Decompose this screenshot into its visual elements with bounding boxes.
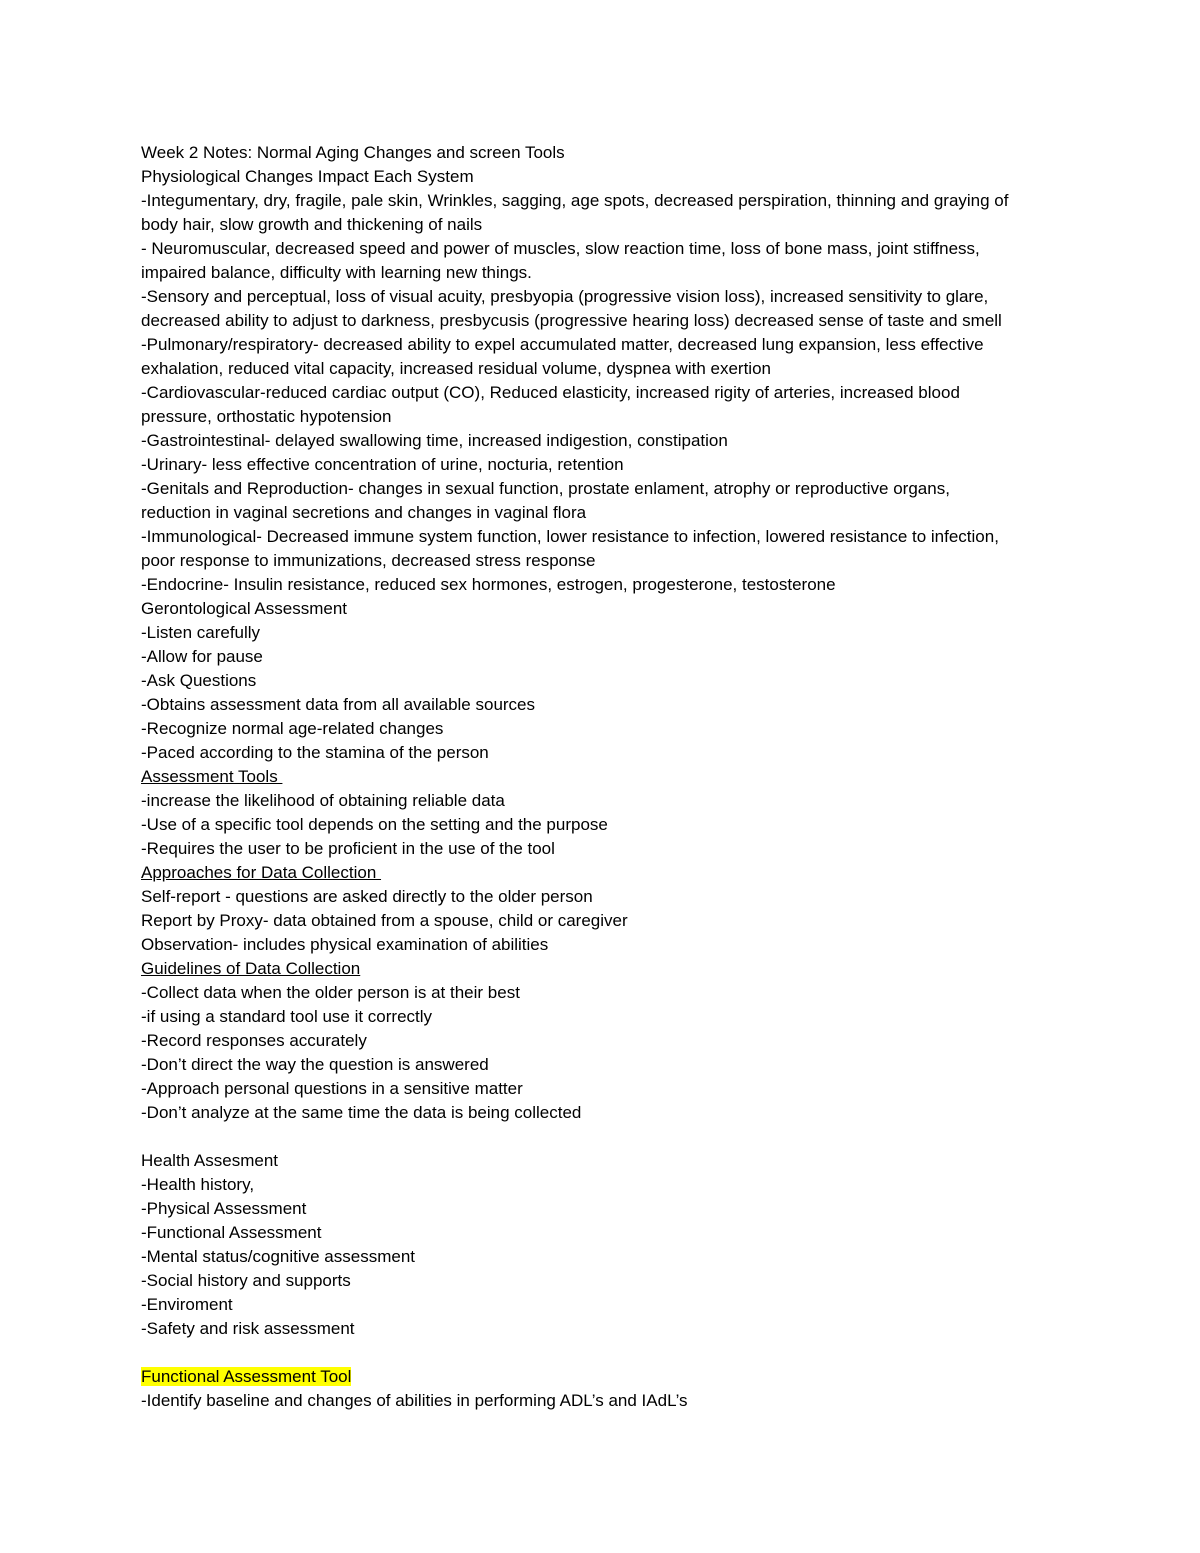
physiological-line: -Gastrointestinal- delayed swallowing time, increased indigestion, constipation (141, 431, 728, 450)
gerontological-line: -Obtains assessment data from all available sources (141, 695, 536, 714)
physiological-line: poor response to immunizations, decreased stress response (141, 551, 596, 570)
gerontological-line: -Allow for pause (141, 647, 263, 666)
health-line: -Social history and supports (141, 1271, 351, 1290)
assessment-tools-line: -Requires the user to be proficient in the use of the tool (141, 839, 555, 858)
document-title: Week 2 Notes: Normal Aging Changes and screen Tools (141, 143, 565, 162)
physiological-line: impaired balance, difficulty with learning new things. (141, 263, 532, 282)
approaches-heading: Approaches for Data Collection (141, 863, 382, 882)
assessment-tools-line: -increase the likelihood of obtaining reliable data (141, 791, 505, 810)
physiological-line: -Sensory and perceptual, loss of visual acuity, presbyopia (progressive vision loss), increased sensitivity to glare, (141, 287, 989, 306)
physiological-line: -Endocrine- Insulin resistance, reduced sex hormones, estrogen, progesterone, testosterone (141, 575, 836, 594)
document-page (141, 141, 1071, 1413)
guidelines-heading: Guidelines of Data Collection (141, 959, 361, 978)
physiological-line: -Integumentary, dry, fragile, pale skin, Wrinkles, sagging, age spots, decreased perspiration, thinning and graying of (141, 191, 1009, 210)
physiological-line: -Genitals and Reproduction- changes in sexual function, prostate enlament, atrophy or reproductive organs, (141, 479, 950, 498)
functional-heading: Functional Assessment Tool (141, 1367, 352, 1386)
gerontological-line: -Paced according to the stamina of the person (141, 743, 489, 762)
physiological-line: -Cardiovascular-reduced cardiac output (CO), Reduced elasticity, increased rigity of arteries, increased blood (141, 383, 960, 402)
gerontological-line: -Recognize normal age-related changes (141, 719, 444, 738)
guidelines-line: -Collect data when the older person is at their best (141, 983, 520, 1002)
physiological-line: pressure, orthostatic hypotension (141, 407, 392, 426)
physiological-line: -Pulmonary/respiratory- decreased ability to expel accumulated matter, decreased lung expansion, less effective (141, 335, 984, 354)
health-line: -Physical Assessment (141, 1199, 307, 1218)
physiological-line: reduction in vaginal secretions and changes in vaginal flora (141, 503, 587, 522)
health-line: -Enviroment (141, 1295, 233, 1314)
approaches-line: Report by Proxy- data obtained from a spouse, child or caregiver (141, 911, 628, 930)
health-line: -Functional Assessment (141, 1223, 322, 1242)
assessment-tools-line: -Use of a specific tool depends on the setting and the purpose (141, 815, 608, 834)
approaches-line: Observation- includes physical examination of abilities (141, 935, 549, 954)
functional-line: -Identify baseline and changes of abilities in performing ADL’s and IAdL’s (141, 1391, 688, 1410)
blank-line (141, 1341, 1071, 1365)
health-line: -Safety and risk assessment (141, 1319, 355, 1338)
health-heading: Health Assesment (141, 1151, 279, 1170)
physiological-line: -Immunological- Decreased immune system function, lower resistance to infection, lowered resistance to infection, (141, 527, 999, 546)
gerontological-heading: Gerontological Assessment (141, 599, 347, 618)
health-line: -Health history, (141, 1175, 255, 1194)
guidelines-line: -Don’t analyze at the same time the data is being collected (141, 1103, 582, 1122)
physiological-line: -Urinary- less effective concentration of urine, nocturia, retention (141, 455, 624, 474)
assessment-tools-heading: Assessment Tools (141, 767, 283, 786)
guidelines-line: -if using a standard tool use it correctly (141, 1007, 433, 1026)
gerontological-line: -Listen carefully (141, 623, 261, 642)
health-line: -Mental status/cognitive assessment (141, 1247, 416, 1266)
guidelines-line: -Record responses accurately (141, 1031, 367, 1050)
physiological-line: decreased ability to adjust to darkness, presbycusis (progressive hearing loss) decreased sense of taste and smell (141, 311, 1002, 330)
physiological-line: - Neuromuscular, decreased speed and power of muscles, slow reaction time, loss of bone mass, joint stiffness, (141, 239, 980, 258)
blank-line (141, 1125, 1071, 1149)
functional-heading-wrap (141, 1365, 1071, 1389)
gerontological-line: -Ask Questions (141, 671, 257, 690)
physiological-heading: Physiological Changes Impact Each System (141, 167, 474, 186)
physiological-line: exhalation, reduced vital capacity, increased residual volume, dyspnea with exertion (141, 359, 771, 378)
approaches-line: Self-report - questions are asked directly to the older person (141, 887, 593, 906)
physiological-line: body hair, slow growth and thickening of nails (141, 215, 483, 234)
guidelines-line: -Don’t direct the way the question is answered (141, 1055, 489, 1074)
guidelines-line: -Approach personal questions in a sensitive matter (141, 1079, 523, 1098)
